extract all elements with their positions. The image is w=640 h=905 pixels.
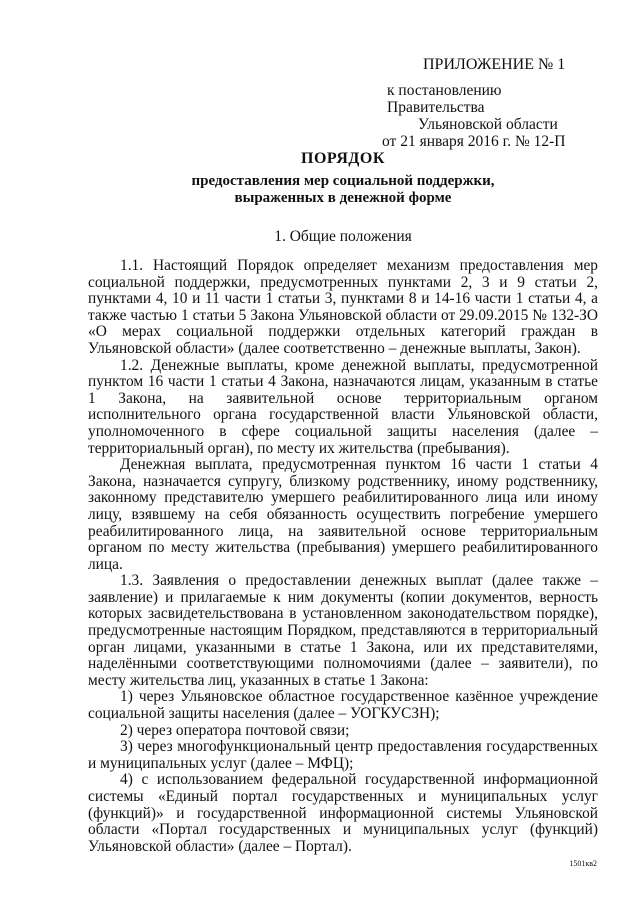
document-body bbox=[88, 258, 598, 855]
region-name: Ульяновской области bbox=[418, 116, 558, 133]
paragraph-1-2: 1.2. Денежные выплаты, кроме денежной выплаты, предусмотренной пунктом 16 части 1 статьи 4 Закона, назначаются лицам, указанным в статье 1 Закона, на заявительной основе территориальным органом исполнительного органа государственной власти Ульяновской области, уполномоченного в сфере социальной защиты населения (далее – территориальный орган), по месту их жительства (пребывания). bbox=[88, 356, 598, 457]
appendix-header bbox=[382, 56, 592, 150]
paragraph-1-2-second: Денежная выплата, предусмотренная пунктом 16 части 1 статьи 4 Закона, назначается супругу, близкому родственнику, иному родственнику, законному представителю умершего реабилитированного лица или иному лицу, взявшему на себя обязанность осуществить погребение умершего реабилитированного лица, на заявительной основе территориальным органом по месту жительства (пребывания) умершего реабилитированного лица. bbox=[88, 456, 598, 573]
list-item-4: 4) с использованием федеральной государственной информационной системы «Единый портал государственных и муниципальных услуг (функций)» и государственной информационной системы Ульяновской области «Портал государственных и муниципальных услуг (функций) Ульяновской области» (далее – Портал). bbox=[88, 771, 598, 855]
subtitle-line-1: предоставления мер социальной поддержки, bbox=[191, 173, 495, 189]
list-item-3: 3) через многофункциональный центр предоставления государственных и муниципальных услуг (далее – МФЦ); bbox=[88, 738, 598, 772]
section-heading: 1. Общие положения bbox=[274, 228, 412, 245]
footer-code: 1501кв2 bbox=[569, 859, 597, 868]
appendix-number: ПРИЛОЖЕНИЕ № 1 bbox=[423, 56, 566, 73]
document-subtitle bbox=[88, 173, 598, 207]
document-title: ПОРЯДОК bbox=[301, 150, 385, 167]
decree-date-number: от 21 января 2016 г. № 12-П bbox=[382, 133, 566, 150]
subtitle-line-2: выраженных в денежной форме bbox=[234, 190, 452, 206]
decree-reference: к постановлению Правительства bbox=[387, 82, 502, 116]
list-item-1: 1) через Ульяновское областное государственное казённое учреждение социальной защиты населения (далее – УОГКУСЗН); bbox=[88, 688, 598, 723]
paragraph-1-1: 1.1. Настоящий Порядок определяет механизм предоставления мер социальной поддержки, предусмотренных пунктами 2, 3 и 9 статьи 2, пунктами 4, 10 и 11 части 1 статьи 3, пунктами 8 и 14-16 части 1 статьи 4, а также частью 1 статьи 5 Закона Ульяновской области от 29.09.2015 № 132-ЗО «О мерах социальной поддержки отдельных категорий граждан в Ульяновской области» (далее соответственно – денежные выплаты, Закон). bbox=[88, 257, 598, 357]
list-item-2: 2) через оператора почтовой связи; bbox=[120, 721, 350, 739]
paragraph-1-3: 1.3. Заявления о предоставлении денежных выплат (далее также – заявление) и прилагаемые к ним документы (копии документов, верность которых засвидетельствована в установленном законодательством порядке), предусмотренные настоящим Порядком, представляются в территориальный орган лицами, указанными в статье 1 Закона, или их представителями, наделёнными соответствующими полномочиями (далее – заявители), по месту жительства лиц, указанных в статье 1 Закона: bbox=[88, 572, 598, 689]
